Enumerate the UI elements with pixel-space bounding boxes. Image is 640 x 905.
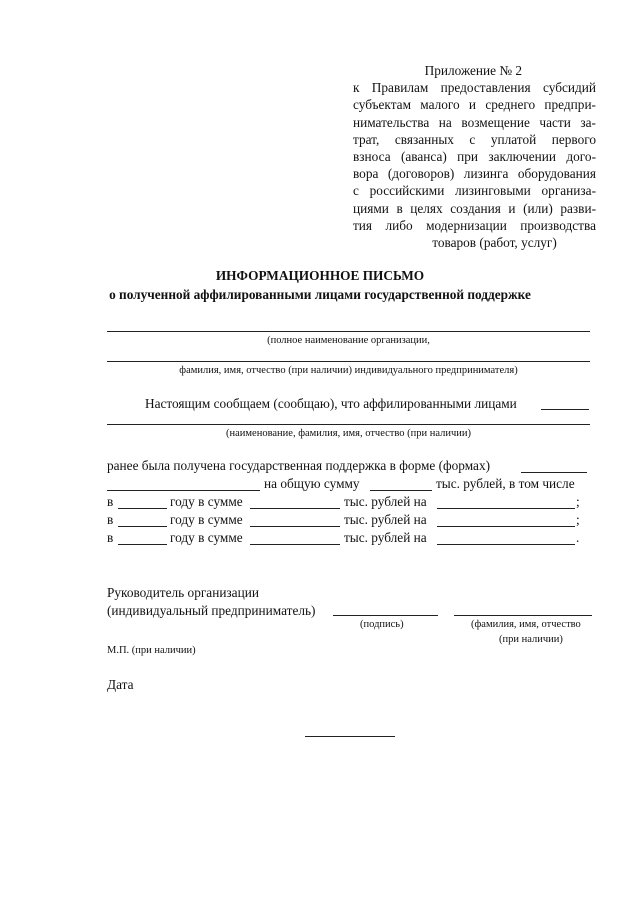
closing-divider [305, 736, 395, 737]
row-thousand-on-label: тыс. рублей на [344, 494, 427, 509]
annex-line: субъектам малого и среднего предпри- [353, 97, 596, 113]
annex-line: циями в целях создания и (или) разви- [353, 200, 596, 216]
purpose-field-line[interactable] [437, 508, 575, 509]
support-form-text: ранее была получена государственная поддержка в форме (формах) [107, 458, 491, 473]
total-sum-text: на общую сумму [264, 476, 360, 491]
year-field-line[interactable] [118, 508, 167, 509]
sum-field-line[interactable] [250, 526, 340, 527]
row-thousand-on-label: тыс. рублей на [344, 512, 427, 527]
purpose-field-line[interactable] [437, 526, 575, 527]
affiliated-caption: (наименование, фамилия, имя, отчество (при наличии) [226, 428, 471, 439]
full-name-caption-1: (фамилия, имя, отчество [471, 619, 581, 630]
sum-field-line[interactable] [250, 508, 340, 509]
sum-field-line[interactable] [250, 544, 340, 545]
annex-line: нимательства на возмещение части за- [353, 114, 596, 130]
signature-caption: (подпись) [360, 619, 404, 630]
annex-line: к Правилам предоставления субсидий [353, 80, 596, 96]
annex-line: взноса (аванса) при заключении дого- [353, 149, 596, 165]
annex-last-line: товаров (работ, услуг) [432, 235, 557, 251]
date-label: Дата [107, 677, 134, 692]
stamp-label: М.П. (при наличии) [107, 645, 196, 656]
year-field-line[interactable] [118, 526, 167, 527]
notify-text: Настоящим сообщаем (сообщаю), что аффилированными лицами [145, 396, 517, 411]
annex-block [353, 62, 596, 251]
document-subtitle: о полученной аффилированными лицами государственной поддержке [109, 287, 531, 302]
row-year-sum-label: году в сумме [170, 512, 243, 527]
row-end-mark: . [576, 530, 580, 545]
thousand-incl-text: тыс. рублей, в том числе [436, 476, 575, 491]
year-field-line[interactable] [118, 544, 167, 545]
affiliated-field-line-short[interactable] [541, 409, 589, 410]
entrepreneur-name-caption: фамилия, имя, отчество (при наличии) индивидуального предпринимателя) [179, 365, 518, 376]
annex-heading: Приложение № 2 [424, 63, 522, 78]
total-sum-field-line[interactable] [370, 490, 432, 491]
full-name-field-line[interactable] [454, 615, 592, 616]
annex-line: с российскими лизинговыми организа- [353, 183, 596, 199]
row-in-label: в [107, 512, 114, 527]
affiliated-field-line[interactable] [107, 424, 590, 425]
support-form-field-line-2[interactable] [107, 490, 260, 491]
purpose-field-line[interactable] [437, 544, 575, 545]
row-thousand-on-label: тыс. рублей на [344, 530, 427, 545]
row-year-sum-label: году в сумме [170, 530, 243, 545]
annex-line: тия либо модернизации производства [353, 217, 596, 233]
full-name-caption-2: (при наличии) [499, 634, 563, 645]
row-in-label: в [107, 530, 114, 545]
org-name-field-line[interactable] [107, 331, 590, 332]
row-end-mark: ; [576, 494, 580, 509]
row-year-sum-label: году в сумме [170, 494, 243, 509]
annex-line: трат, связанных с уплатой первого [353, 131, 596, 147]
annex-line: вора (договоров) лизинга оборудования [353, 166, 596, 182]
signature-field-line[interactable] [333, 615, 438, 616]
head-label-line2: (индивидуальный предприниматель) [107, 603, 316, 618]
document-title: ИНФОРМАЦИОННОЕ ПИСЬМО [215, 268, 425, 283]
support-form-field-line[interactable] [521, 472, 587, 473]
row-end-mark: ; [576, 512, 580, 527]
row-in-label: в [107, 494, 114, 509]
head-label-line1: Руководитель организации [107, 585, 259, 600]
entrepreneur-name-field-line[interactable] [107, 361, 590, 362]
org-name-caption: (полное наименование организации, [267, 335, 430, 346]
